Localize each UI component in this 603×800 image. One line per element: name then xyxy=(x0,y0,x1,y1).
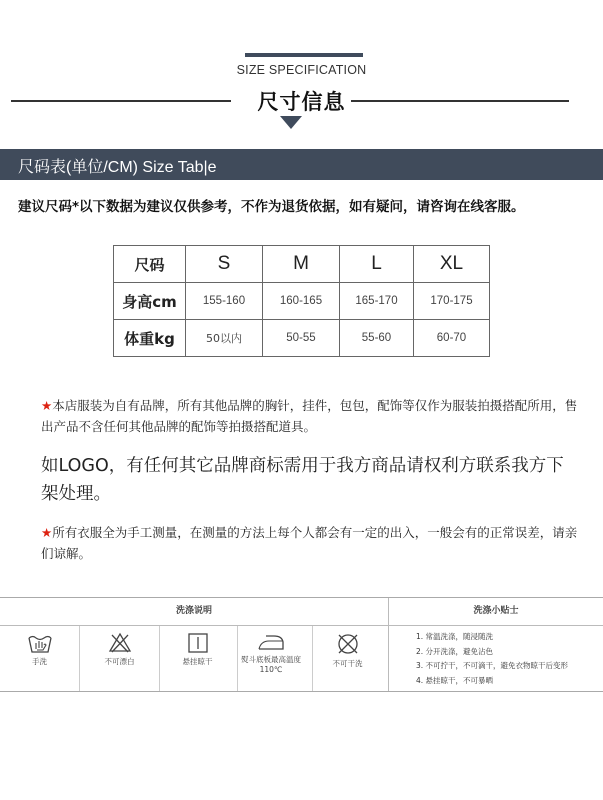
page-title: 尺寸信息 xyxy=(257,90,346,114)
care-divider xyxy=(388,598,389,691)
care-item-hang-dry xyxy=(158,626,238,691)
care-item-no-dry-clean xyxy=(308,626,387,691)
hand-wash-caption: 手洗 xyxy=(32,657,47,666)
tips-heading: 洗涤小贴士 xyxy=(389,598,603,626)
size-l: L xyxy=(340,246,414,283)
care-tip: 1. 常温洗涤，随浸随洗 xyxy=(416,632,494,641)
care-tip: 2. 分开洗涤，避免沾色 xyxy=(416,646,494,656)
star-icon: ★ xyxy=(41,398,53,413)
measurement-note-text: 所有衣服全为手工测量，在测量的方法上每个人都会有一定的出入，一般会有的正常误差，请亲们谅解。 xyxy=(41,525,578,561)
height-s: 155-160 xyxy=(186,283,263,320)
iron-icon xyxy=(256,632,286,652)
measurement-note xyxy=(41,522,581,564)
header-accent-bar xyxy=(245,53,363,57)
brand-note xyxy=(41,395,581,437)
iron-caption: 熨斗底板最高温度110℃ xyxy=(241,655,301,674)
care-item-no-bleach xyxy=(80,626,160,691)
height-row xyxy=(114,283,490,320)
care-tips-list xyxy=(416,630,568,688)
brand-note-text: 本店服装为自有品牌，所有其他品牌的胸针，挂件，包包，配饰等仅作为服装拍摄搭配所用，售出产品不含任何其他品牌的配饰等拍摄搭配道具。 xyxy=(41,398,578,434)
size-xl: XL xyxy=(414,246,490,283)
care-section xyxy=(0,597,603,692)
care-tip: 3. 不可拧干，不可滴干，避免衣物晾干后变形 xyxy=(416,661,569,670)
care-item-iron xyxy=(230,626,313,691)
logo-note: 如LOGO，有任何其它品牌商标需用于我方商品请权利方联系我方下架处理。 xyxy=(41,456,564,504)
height-xl: 170-175 xyxy=(414,283,490,320)
hand-wash-icon xyxy=(27,632,53,654)
size-header-row xyxy=(114,246,490,283)
size-table xyxy=(113,245,490,357)
weight-s: 50以内 xyxy=(186,320,263,357)
size-table-section-bar xyxy=(0,149,603,180)
size-s: S xyxy=(186,246,263,283)
no-dry-clean-icon xyxy=(336,632,360,656)
weight-label: 体重kg xyxy=(114,320,186,357)
height-m: 160-165 xyxy=(263,283,340,320)
height-label: 身高cm xyxy=(114,283,186,320)
hang-dry-caption: 悬挂晾干 xyxy=(182,657,213,666)
care-heading: 洗涤说明 xyxy=(0,598,388,626)
weight-m: 50-55 xyxy=(263,320,340,357)
size-m: M xyxy=(263,246,340,283)
weight-xl: 60-70 xyxy=(414,320,490,357)
no-bleach-icon xyxy=(108,632,132,654)
care-item-hand-wash xyxy=(0,626,80,691)
care-tip: 4. 悬挂晾干，不可暴晒 xyxy=(416,675,494,685)
down-triangle-icon xyxy=(280,116,302,129)
weight-l: 55-60 xyxy=(340,320,414,357)
hang-dry-icon xyxy=(187,632,209,654)
weight-row xyxy=(114,320,490,357)
star-icon: ★ xyxy=(41,525,53,540)
no-dry-clean-caption: 不可干洗 xyxy=(332,659,363,668)
size-header-label: 尺码 xyxy=(114,246,186,283)
section-bar-label: 尺码表(单位/CM) Size Tab|e xyxy=(18,159,217,176)
size-advice: 建议尺码*以下数据为建议仅供参考，不作为退货依据，如有疑问，请咨询在线客服。 xyxy=(18,199,525,215)
height-l: 165-170 xyxy=(340,283,414,320)
title-english: SIZE SPECIFICATION xyxy=(236,63,367,77)
no-bleach-caption: 不可漂白 xyxy=(104,657,135,666)
